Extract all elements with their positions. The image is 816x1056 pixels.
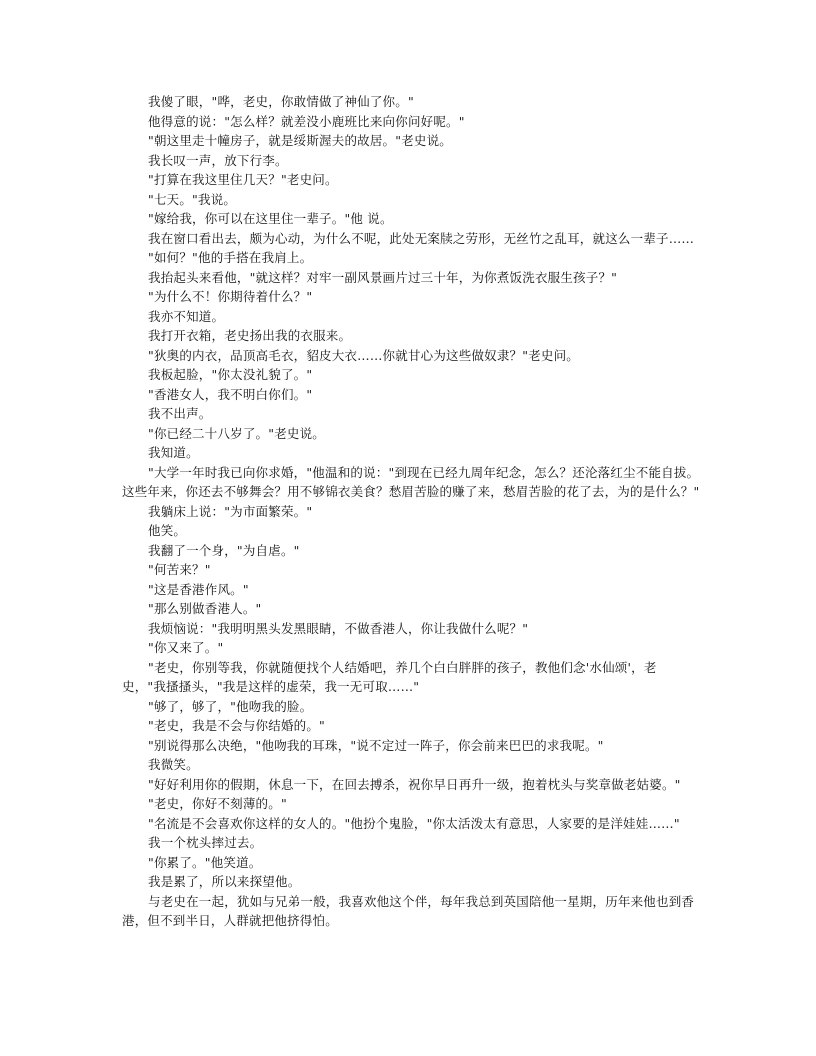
paragraph: "够了，够了，"他吻我的脸。 xyxy=(148,698,313,714)
paragraph: "老史，你别等我，你就随便找个人结婚吧，养几个白白胖胖的孩子，教他们念'水仙颂'，老史，"我搔搔头，"我是这样的虚荣，我一无可取……" xyxy=(122,659,657,694)
paragraph: "何苦来？" xyxy=(148,562,211,577)
paragraph: 我板起脸，"你太没礼貌了。" xyxy=(148,367,313,382)
paragraph: "嫁给我，你可以在这里住一辈子。"他 说。 xyxy=(148,211,393,226)
paragraph: 我躺床上说："为市面繁荣。" xyxy=(148,503,313,519)
paragraph: "为什么不！你期待着什么？" xyxy=(148,289,313,304)
paragraph: "大学一年时我已向你求婚，"他温和的说："到现在已经九周年纪念，怎么？还沦落红尘不能自拔。这些年来，你还去不够舞会？用不够锦衣美食？愁眉苦脸的赚了来，愁眉苦脸的花了去，为的是什么？" xyxy=(122,464,700,499)
paragraph: "朝这里走十幢房子，就是绥斯渥夫的故居。"老史说。 xyxy=(148,133,452,148)
paragraph: "这是香港作风。" xyxy=(148,581,249,597)
paragraph: "你已经二十八岁了。"老史说。 xyxy=(148,425,325,441)
paragraph: 我是累了，所以来探望他。 xyxy=(148,874,301,889)
paragraph: 我傻了眼，"哗，老史，你敢情做了神仙了你。" xyxy=(148,94,414,109)
paragraph: 我长叹一声，放下行李。 xyxy=(148,152,288,168)
paragraph: "你又来了。" xyxy=(148,640,224,655)
paragraph: "如何？"他的手搭在我肩上。 xyxy=(148,250,313,265)
paragraph: "好好利用你的假期，休息一下，在回去搏杀，祝你早日再升一级，抱着枕头与奖章做老姑婆。" xyxy=(148,776,681,792)
document-page xyxy=(122,92,700,931)
paragraph: 我打开衣箱，老史扬出我的衣服来。 xyxy=(148,328,352,343)
paragraph: 他笑。 xyxy=(148,523,187,538)
paragraph: "名流是不会喜欢你这样的女人的。"他扮个鬼脸，"你太活泼太有意思，人家要的是洋娃娃……" xyxy=(148,815,680,831)
paragraph: 我不出声。 xyxy=(148,406,212,421)
paragraph: 我知道。 xyxy=(148,445,199,460)
paragraph: "老史，我是不会与你结婚的。" xyxy=(148,718,325,733)
paragraph: 我微笑。 xyxy=(148,757,199,772)
paragraph: "老史，你好不刻薄的。" xyxy=(148,796,287,811)
paragraph: 我一个枕头摔过去。 xyxy=(148,835,263,850)
paragraph: 我抬起头来看他，"就这样？对牢一副风景画片过三十年，为你煮饭洗衣服生孩子？" xyxy=(148,269,618,285)
paragraph: "七天。"我说。 xyxy=(148,191,237,207)
paragraph: 我翻了一个身，"为自虐。" xyxy=(148,542,300,558)
paragraph: "打算在我这里住几天？"老史问。 xyxy=(148,172,338,187)
paragraph: 我亦不知道。 xyxy=(148,308,225,324)
paragraph: "狄奥的内衣，品顶高毛衣，貂皮大衣……你就甘心为这些做奴隶？"老史问。 xyxy=(148,347,580,363)
paragraph: 他得意的说："怎么样？就差没小鹿班比来向你问好呢。" xyxy=(148,113,465,129)
paragraph: "那么别做香港人。" xyxy=(148,601,262,616)
paragraph: "你累了。"他笑道。 xyxy=(148,854,262,870)
paragraph: "香港女人，我不明白你们。" xyxy=(148,386,313,402)
paragraph: "别说得那么决绝，"他吻我的耳珠，"说不定过一阵子，你会前来巴巴的求我呢。" xyxy=(148,737,604,753)
paragraph: 我烦恼说："我明明黑头发黑眼睛，不做香港人，你让我做什么呢？" xyxy=(148,620,529,636)
paragraph: 我在窗口看出去，颇为心动，为什么不呢，此处无案牍之劳形，无丝竹之乱耳，就这么一辈子…… xyxy=(148,230,695,246)
paragraph: 与老史在一起，犹如与兄弟一般，我喜欢他这个伴，每年我总到英国陪他一星期，历年来他也到香港，但不到半日，人群就把他挤得怕。 xyxy=(122,893,695,928)
